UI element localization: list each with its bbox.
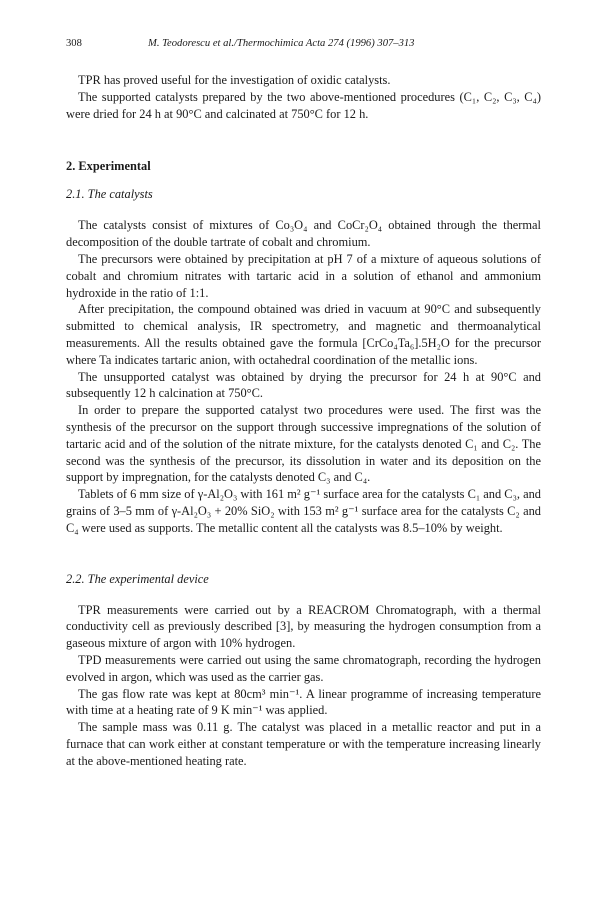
paragraph: After precipitation, the compound obtained was dried in vacuum at 90°C and subsequently submitted to chemical analysis, IR spectrometry, and magnetic and thermoanalytical measurements. All the results obtained gave the formula [CrCo₄Ta₆].5H₂O for the precursor where Ta indicates tartaric anion, with octahedral coordination of the metallic ions. [66, 302, 541, 367]
running-head [66, 38, 541, 56]
subsection-heading-catalysts: 2.1. The catalysts [66, 187, 153, 202]
paragraph: TPD measurements were carried out using the same chromatograph, recording the hydrogen evolved in argon, which was used as the carrier gas. [66, 652, 541, 684]
paragraph: The sample mass was 0.11 g. The catalyst was placed in a metallic reactor and put in a furnace that can work either at constant temperature or with the temperature increasing linearly at the above-mentioned heating rate. [66, 720, 541, 768]
paragraph: TPR has proved useful for the investigation of oxidic catalysts. [78, 73, 391, 87]
paragraph: The supported catalysts prepared by the two above-mentioned procedures (C₁, C₂, C₃, C₄) were dried for 24 h at 90°C and calcinated at 750°C for 12 h. [66, 89, 541, 121]
paragraph: The precursors were obtained by precipitation at pH 7 of a mixture of aqueous solutions of cobalt and chromium nitrates with tartaric acid in a solution of ethanol and ammonium hydroxide in the ratio of 1:1. [66, 251, 541, 300]
page-number: 308 [66, 38, 82, 49]
paragraph: The unsupported catalyst was obtained by drying the precursor for 24 h at 90°C and subsequently 12 h calcination at 750°C. [66, 369, 541, 401]
paragraph: The gas flow rate was kept at 80cm³ min⁻¹. A linear programme of increasing temperature with time at a heating rate of 9 K min⁻¹ was applied. [66, 686, 541, 718]
paragraph: Tablets of 6 mm size of γ-Al₂O₃ with 161 m² g⁻¹ surface area for the catalysts C₁ and C₃, and grains of 3–5 mm of γ-Al₂O₃ + 20% SiO₂ with 153 m² g⁻¹ surface area for the catalysts C₂ and C₄ were used as supports. The metallic content all the catalysts was 8.5–10% by weight. [66, 487, 541, 535]
page [66, 38, 541, 770]
intro-text [66, 72, 541, 122]
section-heading: 2. Experimental [66, 159, 151, 174]
paragraph: In order to prepare the supported catalyst two procedures were used. The first was the synthesis of the precursor on the support through successive impregnations of the solution of tartaric acid and of the solution of the nitrate mixture, for the catalysts denoted C₁ and C₂. The second was the synthesis of the precursor, its dissolution in water and its deposition on the support by impregnation, for the catalysts denoted C₃ and C₄. [66, 403, 541, 485]
subsection-heading-device: 2.2. The experimental device [66, 571, 209, 586]
paragraph: TPR measurements were carried out by a REACROM Chromatograph, with a thermal conductivity cell as previously described [3], by measuring the hydrogen consumption from a gaseous mixture of argon with 10% hydrogen. [66, 602, 541, 651]
paragraph: The catalysts consist of mixtures of Co₃O₄ and CoCr₂O₄ obtained through the thermal decomposition of the double tartrate of cobalt and chromium. [66, 218, 541, 250]
journal-reference: M. Teodorescu et al./Thermochimica Acta 274 (1996) 307–313 [148, 38, 415, 49]
